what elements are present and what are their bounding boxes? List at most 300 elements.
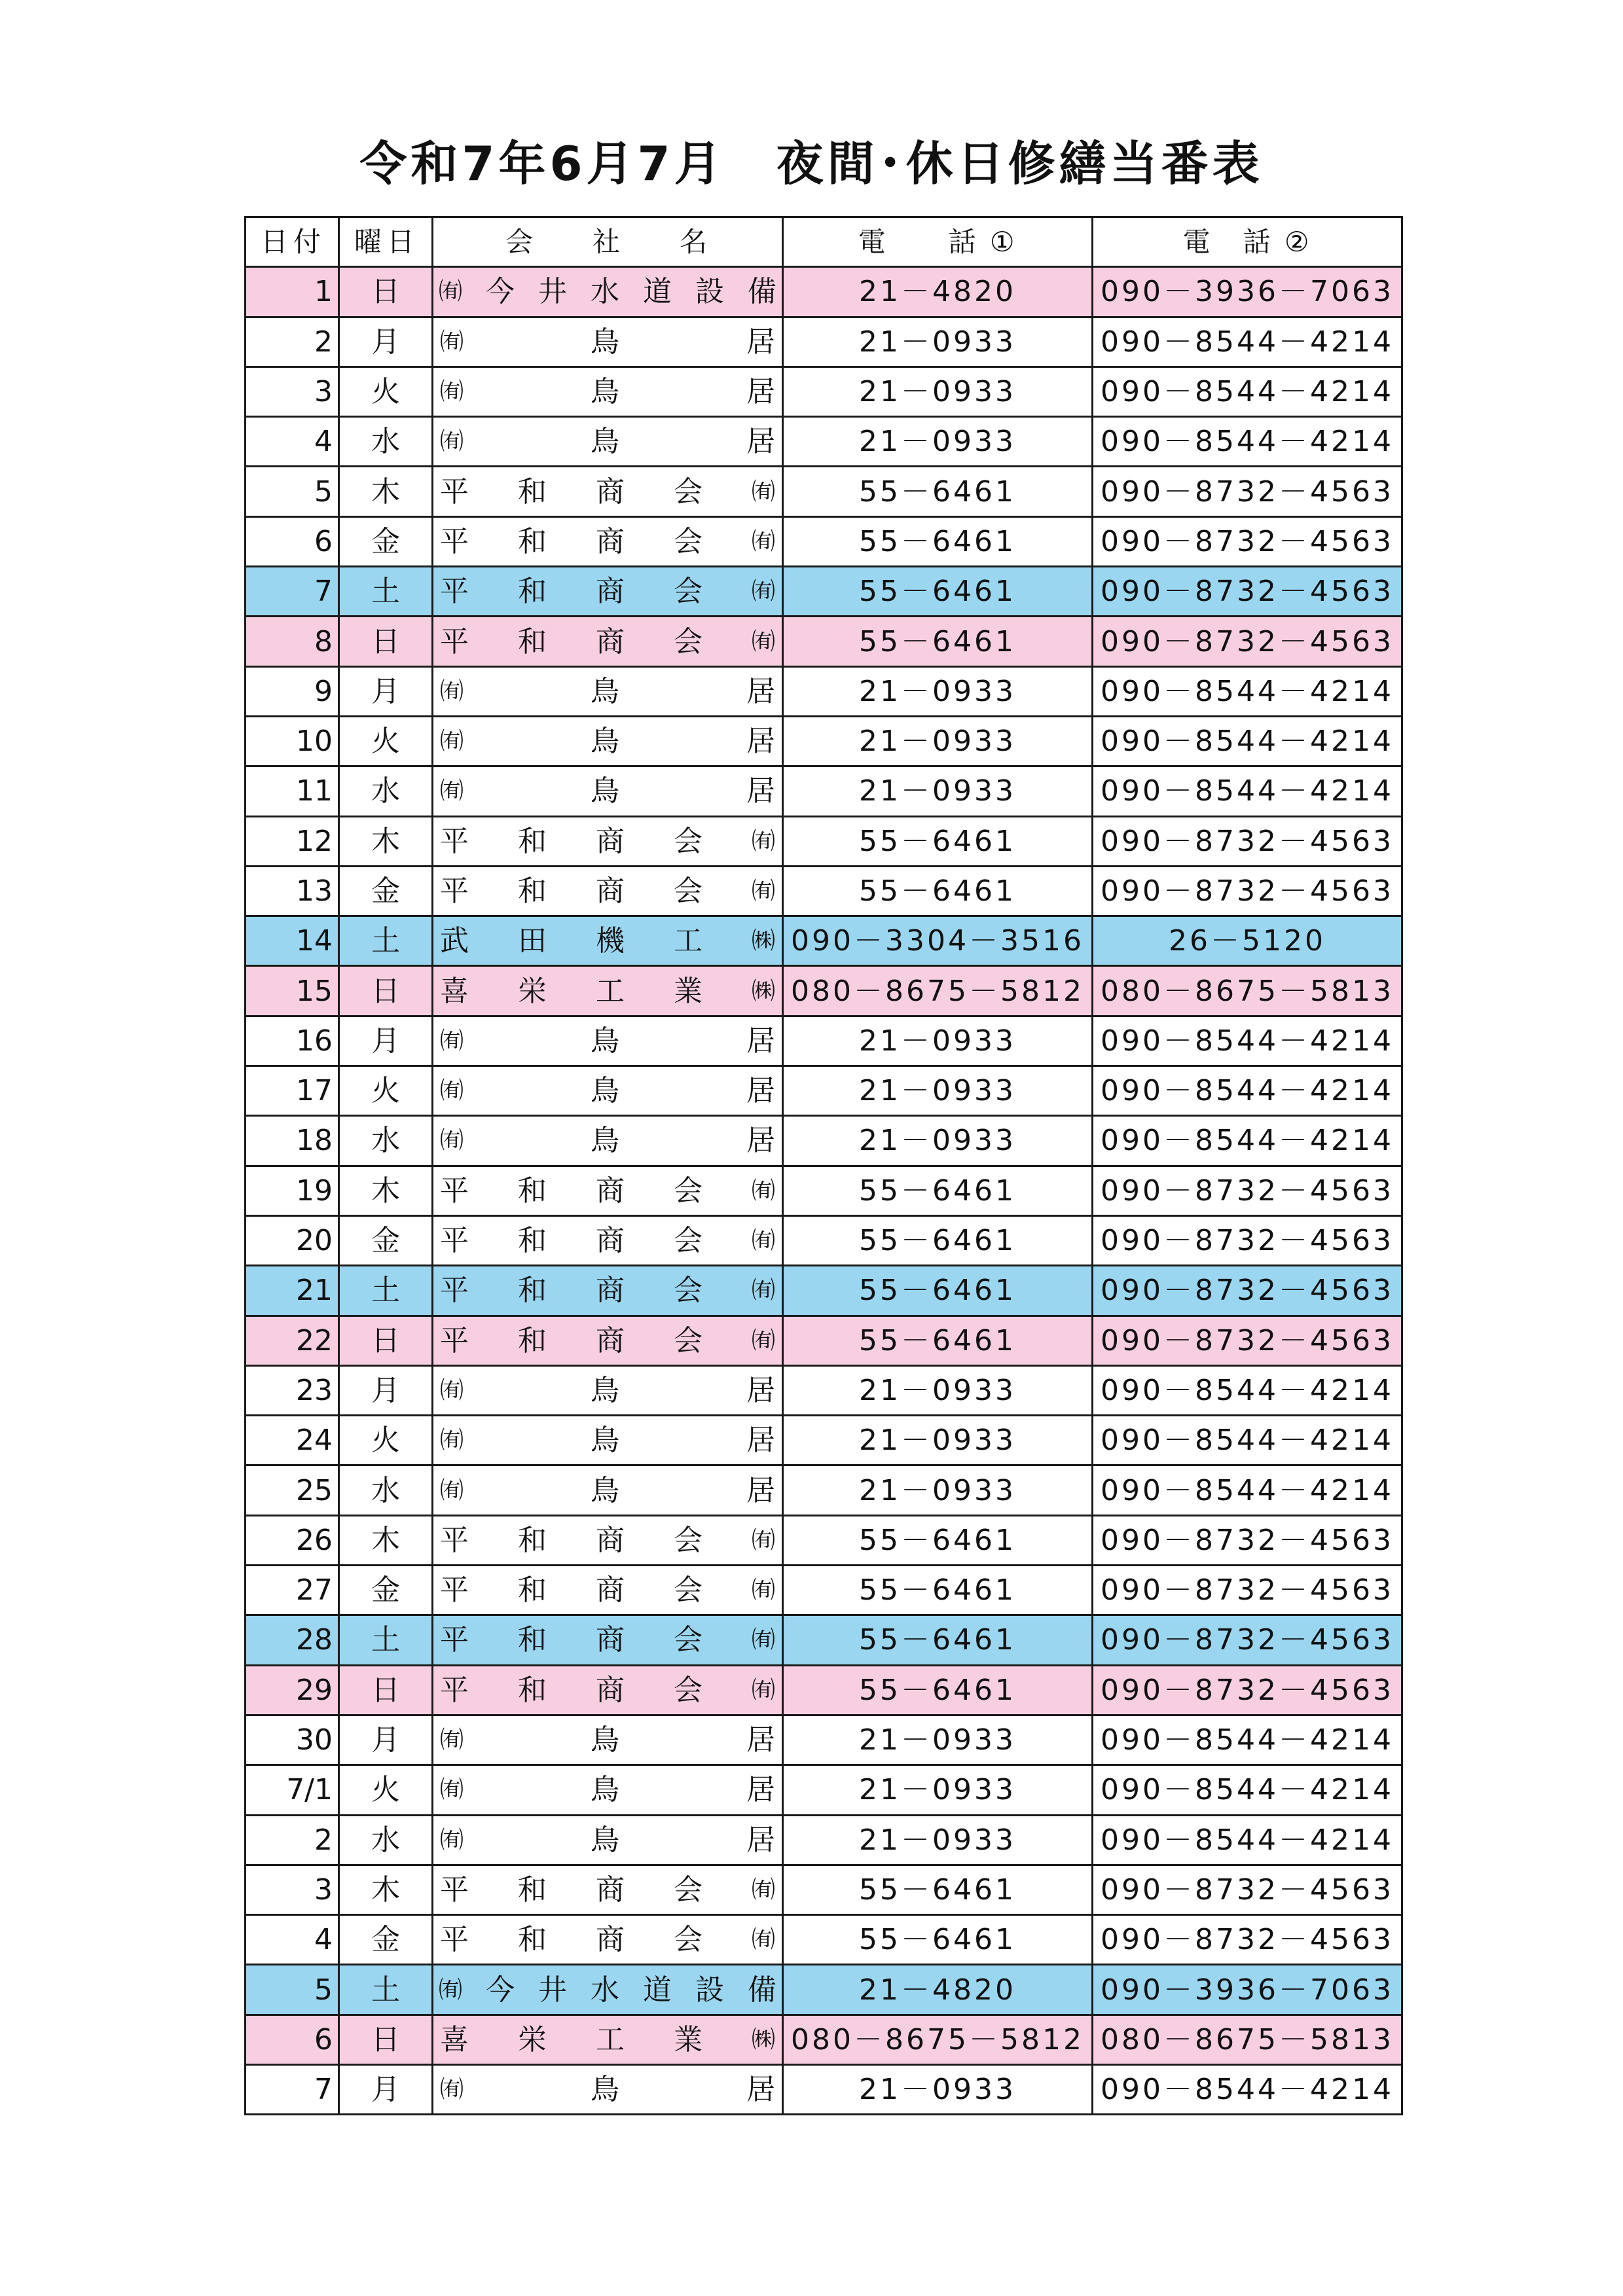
- table-row: [246, 966, 1402, 1016]
- date-cell: 25: [246, 1465, 339, 1515]
- phone1-cell: 21－0933: [783, 1116, 1093, 1166]
- company-name-part: 和: [517, 1274, 547, 1308]
- company-name-cell: [433, 1016, 783, 1066]
- phone2-cell: 090－8732－4563: [1093, 866, 1402, 916]
- company-name-part: ㈲: [751, 1676, 775, 1704]
- weekday-cell: 日: [339, 1316, 433, 1365]
- company-name-cell: [433, 916, 783, 966]
- date-cell: 2: [246, 1815, 339, 1865]
- phone1-cell: 21－4820: [783, 267, 1093, 317]
- header-company-char: 社: [592, 226, 623, 259]
- phone1-cell: 55－6461: [783, 1515, 1093, 1565]
- company-name-part: 商: [595, 1923, 625, 1957]
- header-tel2: 電 話 ②: [1093, 217, 1402, 267]
- company-name-part: 平: [440, 1923, 469, 1957]
- company-name-part: 道: [642, 275, 672, 309]
- phone2-cell: 090－8732－4563: [1093, 516, 1402, 566]
- phone2-cell: 090－8732－4563: [1093, 1615, 1402, 1665]
- company-name-part: 平: [440, 575, 469, 609]
- phone1-cell: 55－6461: [783, 516, 1093, 566]
- company-name-cell: [433, 1665, 783, 1715]
- table-row: [246, 716, 1402, 766]
- phone1-cell: 55－6461: [783, 1215, 1093, 1265]
- date-cell: 7/1: [246, 1765, 339, 1815]
- table-row: [246, 1266, 1402, 1316]
- weekday-cell: 火: [339, 1066, 433, 1116]
- company-name-part: 商: [595, 624, 625, 658]
- company-name-part: 水: [590, 275, 619, 309]
- company-name-cell: [433, 1715, 783, 1765]
- date-cell: 6: [246, 2015, 339, 2064]
- table-row: [246, 1166, 1402, 1215]
- company-name-part: 居: [746, 325, 775, 359]
- company-name-part: 鳥: [590, 1473, 619, 1507]
- company-name-part: 鳥: [590, 425, 619, 459]
- weekday-cell: 月: [339, 2064, 433, 2114]
- weekday-cell: 月: [339, 317, 433, 367]
- company-name-part: 田: [517, 924, 547, 958]
- company-name-part: ㈲: [440, 1127, 464, 1155]
- table-row: [246, 567, 1402, 617]
- phone1-cell: 55－6461: [783, 1665, 1093, 1715]
- company-name-part: 会: [673, 524, 702, 558]
- table-row: [246, 2064, 1402, 2114]
- table-row: [246, 617, 1402, 666]
- company-name-cell: [433, 766, 783, 816]
- company-name-part: ㈲: [751, 528, 775, 555]
- company-name-part: 和: [517, 1873, 547, 1907]
- company-name-part: 和: [517, 624, 547, 658]
- company-name-part: ㈲: [440, 1427, 464, 1454]
- company-name-part: 会: [673, 1573, 702, 1607]
- company-name-part: 今: [486, 1973, 515, 2007]
- weekday-cell: 火: [339, 367, 433, 416]
- company-name-part: 鳥: [590, 725, 619, 759]
- phone2-cell: 090－8544－4214: [1093, 1815, 1402, 1865]
- weekday-cell: 日: [339, 2015, 433, 2064]
- company-name-part: ㈲: [439, 1976, 463, 2003]
- date-cell: 9: [246, 666, 339, 716]
- company-name-cell: [433, 317, 783, 367]
- company-name-part: ㈲: [751, 1177, 775, 1204]
- company-name-part: ㈱: [751, 927, 775, 955]
- header-day-char: 日: [386, 226, 417, 259]
- date-cell: 15: [246, 966, 339, 1016]
- weekday-cell: 土: [339, 1965, 433, 2015]
- company-name-part: 居: [746, 1424, 775, 1458]
- company-name-part: ㈲: [440, 1727, 464, 1754]
- company-name-cell: [433, 417, 783, 467]
- phone2-cell: 090－8544－4214: [1093, 766, 1402, 816]
- phone2-cell: 090－8732－4563: [1093, 1266, 1402, 1316]
- company-name-part: 商: [595, 1873, 625, 1907]
- date-cell: 3: [246, 1865, 339, 1914]
- weekday-cell: 木: [339, 1865, 433, 1914]
- phone1-cell: 21－0933: [783, 1765, 1093, 1815]
- company-name-part: ㈲: [440, 728, 464, 755]
- company-name-part: 業: [673, 2022, 702, 2056]
- phone2-cell: 090－8732－4563: [1093, 617, 1402, 666]
- company-name-part: 商: [595, 824, 625, 858]
- company-name-part: ㈱: [751, 2026, 775, 2053]
- company-name-part: 平: [440, 1873, 469, 1907]
- company-name-part: 業: [673, 974, 702, 1008]
- company-name-part: 和: [517, 1623, 547, 1657]
- phone2-cell: 090－8732－4563: [1093, 1865, 1402, 1914]
- table-row: [246, 2015, 1402, 2064]
- weekday-cell: 月: [339, 1715, 433, 1765]
- company-name-part: 鳥: [590, 1024, 619, 1058]
- date-cell: 16: [246, 1016, 339, 1066]
- phone2-cell: 090－8544－4214: [1093, 1066, 1402, 1116]
- company-name-cell: [433, 666, 783, 716]
- phone2-cell: 090－8544－4214: [1093, 1465, 1402, 1515]
- company-name-part: 居: [746, 1124, 775, 1158]
- weekday-cell: 日: [339, 966, 433, 1016]
- phone1-cell: 21－0933: [783, 417, 1093, 467]
- phone2-cell: 090－3936－7063: [1093, 1965, 1402, 2015]
- date-cell: 4: [246, 417, 339, 467]
- date-cell: 12: [246, 816, 339, 866]
- weekday-cell: 月: [339, 1016, 433, 1066]
- date-cell: 23: [246, 1365, 339, 1415]
- company-name-part: 鳥: [590, 1723, 619, 1757]
- company-name-part: 水: [590, 1973, 619, 2007]
- company-name-cell: [433, 966, 783, 1016]
- phone1-cell: 55－6461: [783, 1316, 1093, 1365]
- company-name-part: ㈱: [751, 977, 775, 1005]
- company-name-part: 平: [440, 1174, 469, 1208]
- phone1-cell: 55－6461: [783, 567, 1093, 617]
- table-row: [246, 1965, 1402, 2015]
- company-name-cell: [433, 866, 783, 916]
- company-name-cell: [433, 1965, 783, 2015]
- company-name-part: 居: [746, 375, 775, 409]
- company-name-part: ㈲: [440, 1027, 464, 1054]
- company-name-part: 機: [595, 924, 625, 958]
- table-row: [246, 467, 1402, 516]
- company-name-cell: [433, 1166, 783, 1215]
- date-cell: 2: [246, 317, 339, 367]
- company-name-part: 工: [673, 924, 702, 958]
- table-header-row: [246, 217, 1402, 267]
- company-name-part: 居: [746, 1024, 775, 1058]
- weekday-cell: 木: [339, 1166, 433, 1215]
- company-name-part: 商: [595, 1224, 625, 1258]
- phone2-cell: 080－8675－5813: [1093, 2015, 1402, 2064]
- company-name-part: 工: [595, 974, 625, 1008]
- company-name-part: 居: [746, 425, 775, 459]
- company-name-part: 鳥: [590, 774, 619, 808]
- date-cell: 26: [246, 1515, 339, 1565]
- table-body: [246, 267, 1402, 2115]
- phone2-cell: 090－8732－4563: [1093, 1215, 1402, 1265]
- company-name-cell: [433, 1865, 783, 1914]
- company-name-part: 居: [746, 2073, 775, 2107]
- phone1-cell: 21－0933: [783, 1365, 1093, 1415]
- company-name-part: ㈲: [751, 1577, 775, 1604]
- weekday-cell: 木: [339, 467, 433, 516]
- weekday-cell: 月: [339, 1365, 433, 1415]
- table-row: [246, 1316, 1402, 1365]
- company-name-part: ㈲: [751, 1227, 775, 1255]
- weekday-cell: 木: [339, 1515, 433, 1565]
- company-name-part: 栄: [517, 2022, 547, 2056]
- company-name-part: 会: [673, 624, 702, 658]
- table-row: [246, 1465, 1402, 1515]
- table-row: [246, 1515, 1402, 1565]
- phone1-cell: 21－4820: [783, 1965, 1093, 2015]
- company-name-part: 和: [517, 524, 547, 558]
- header-day-char: 曜: [354, 226, 385, 259]
- company-name-part: 喜: [440, 2022, 469, 2056]
- phone2-cell: 090－8732－4563: [1093, 1566, 1402, 1615]
- table-row: [246, 367, 1402, 416]
- company-name-part: 鳥: [590, 1124, 619, 1158]
- table-row: [246, 267, 1402, 317]
- date-cell: 19: [246, 1166, 339, 1215]
- phone2-cell: 090－8544－4214: [1093, 1116, 1402, 1166]
- company-name-cell: [433, 2015, 783, 2064]
- company-name-part: 商: [595, 575, 625, 609]
- company-name-part: 会: [673, 1923, 702, 1957]
- table-row: [246, 1215, 1402, 1265]
- company-name-part: 和: [517, 1323, 547, 1357]
- table-row: [246, 1566, 1402, 1615]
- phone1-cell: 090－3304－3516: [783, 916, 1093, 966]
- company-name-cell: [433, 1765, 783, 1815]
- weekday-cell: 水: [339, 417, 433, 467]
- phone2-cell: 090－8732－4563: [1093, 567, 1402, 617]
- weekday-cell: 日: [339, 267, 433, 317]
- table-row: [246, 766, 1402, 816]
- company-name-part: 会: [673, 1873, 702, 1907]
- company-name-part: ㈲: [751, 628, 775, 655]
- date-cell: 14: [246, 916, 339, 966]
- company-name-cell: [433, 1066, 783, 1116]
- date-cell: 30: [246, 1715, 339, 1765]
- company-name-cell: [433, 1615, 783, 1665]
- company-name-part: 平: [440, 874, 469, 908]
- header-tel1: 電 話 ①: [783, 217, 1093, 267]
- table-row: [246, 1066, 1402, 1116]
- table-row: [246, 866, 1402, 916]
- company-name-part: ㈲: [440, 1376, 464, 1404]
- weekday-cell: 木: [339, 816, 433, 866]
- company-name-part: 今: [486, 275, 515, 309]
- company-name-cell: [433, 267, 783, 317]
- table-row: [246, 1715, 1402, 1765]
- phone2-cell: 090－8544－4214: [1093, 1365, 1402, 1415]
- weekday-cell: 火: [339, 716, 433, 766]
- table-row: [246, 1016, 1402, 1066]
- header-date-char: 日: [261, 226, 291, 259]
- table-row: [246, 1365, 1402, 1415]
- weekday-cell: 金: [339, 1566, 433, 1615]
- company-name-part: 会: [673, 1623, 702, 1657]
- company-name-part: ㈲: [751, 1926, 775, 1954]
- phone2-cell: 090－8732－4563: [1093, 1316, 1402, 1365]
- company-name-part: 居: [746, 674, 775, 708]
- date-cell: 29: [246, 1665, 339, 1715]
- date-cell: 21: [246, 1266, 339, 1316]
- phone2-cell: 090－8544－4214: [1093, 367, 1402, 416]
- phone1-cell: 55－6461: [783, 1566, 1093, 1615]
- company-name-part: 和: [517, 1224, 547, 1258]
- date-cell: 28: [246, 1615, 339, 1665]
- company-name-part: 和: [517, 575, 547, 609]
- table-row: [246, 816, 1402, 866]
- company-name-part: 商: [595, 1274, 625, 1308]
- company-name-part: 鳥: [590, 2073, 619, 2107]
- company-name-part: 平: [440, 475, 469, 509]
- weekday-cell: 土: [339, 1266, 433, 1316]
- phone2-cell: 090－8544－4214: [1093, 716, 1402, 766]
- company-name-part: 居: [746, 1723, 775, 1757]
- phone2-cell: 090－8732－4563: [1093, 816, 1402, 866]
- company-name-part: 居: [746, 1773, 775, 1807]
- company-name-part: ㈲: [751, 578, 775, 605]
- phone1-cell: 21－0933: [783, 1016, 1093, 1066]
- company-name-cell: [433, 1316, 783, 1365]
- phone2-cell: 090－8544－4214: [1093, 1765, 1402, 1815]
- company-name-part: ㈲: [440, 2076, 464, 2104]
- company-name-part: 平: [440, 1623, 469, 1657]
- company-name-part: ㈲: [751, 1626, 775, 1654]
- date-cell: 8: [246, 617, 339, 666]
- company-name-part: 鳥: [590, 1424, 619, 1458]
- company-name-part: 商: [595, 1673, 625, 1707]
- date-cell: 6: [246, 516, 339, 566]
- company-name-part: 喜: [440, 974, 469, 1008]
- phone2-cell: 080－8675－5813: [1093, 966, 1402, 1016]
- date-cell: 22: [246, 1316, 339, 1365]
- company-name-cell: [433, 367, 783, 416]
- table-row: [246, 1915, 1402, 1965]
- date-cell: 3: [246, 367, 339, 416]
- date-cell: 10: [246, 716, 339, 766]
- company-name-part: 和: [517, 824, 547, 858]
- table-row: [246, 417, 1402, 467]
- weekday-cell: 火: [339, 1416, 433, 1465]
- table-row: [246, 666, 1402, 716]
- company-name-cell: [433, 1116, 783, 1166]
- company-name-part: 備: [747, 275, 776, 309]
- company-name-part: ㈲: [751, 1327, 775, 1354]
- company-name-part: 居: [746, 1373, 775, 1407]
- company-name-part: ㈲: [751, 478, 775, 505]
- phone1-cell: 55－6461: [783, 866, 1093, 916]
- date-cell: 27: [246, 1566, 339, 1615]
- table-row: [246, 916, 1402, 966]
- company-name-part: 会: [673, 1523, 702, 1557]
- table-row: [246, 1865, 1402, 1914]
- company-name-part: 居: [746, 1074, 775, 1108]
- phone1-cell: 080－8675－5812: [783, 966, 1093, 1016]
- weekday-cell: 水: [339, 1116, 433, 1166]
- phone1-cell: 080－8675－5812: [783, 2015, 1093, 2064]
- company-name-cell: [433, 1215, 783, 1265]
- phone2-cell: 090－8732－4563: [1093, 1166, 1402, 1215]
- phone2-cell: 090－8544－4214: [1093, 1715, 1402, 1765]
- company-name-part: 平: [440, 824, 469, 858]
- date-cell: 7: [246, 567, 339, 617]
- company-name-part: ㈲: [751, 1277, 775, 1304]
- company-name-part: ㈲: [440, 428, 464, 456]
- company-name-part: 鳥: [590, 1823, 619, 1857]
- phone2-cell: 090－8544－4214: [1093, 317, 1402, 367]
- company-name-part: 和: [517, 475, 547, 509]
- weekday-cell: 火: [339, 1765, 433, 1815]
- phone2-cell: 090－8544－4214: [1093, 417, 1402, 467]
- company-name-part: 商: [595, 874, 625, 908]
- company-name-part: 栄: [517, 974, 547, 1008]
- company-name-part: 和: [517, 1923, 547, 1957]
- company-name-part: 平: [440, 1323, 469, 1357]
- company-name-cell: [433, 516, 783, 566]
- phone1-cell: 21－0933: [783, 1465, 1093, 1515]
- company-name-cell: [433, 1815, 783, 1865]
- company-name-part: 居: [746, 725, 775, 759]
- company-name-part: ㈲: [440, 1826, 464, 1854]
- company-name-part: 鳥: [590, 325, 619, 359]
- company-name-part: ㈲: [440, 1477, 464, 1504]
- company-name-part: 会: [673, 1224, 702, 1258]
- page-title: 令和7年6月7月 夜間･休日修繕当番表: [359, 136, 1264, 191]
- date-cell: 18: [246, 1116, 339, 1166]
- company-name-part: ㈲: [440, 1077, 464, 1105]
- phone2-cell: 090－8732－4563: [1093, 467, 1402, 516]
- table-row: [246, 1416, 1402, 1465]
- company-name-part: 平: [440, 1274, 469, 1308]
- company-name-part: 商: [595, 1623, 625, 1657]
- company-name-part: 平: [440, 1523, 469, 1557]
- company-name-part: 商: [595, 475, 625, 509]
- phone2-cell: 090－8732－4563: [1093, 1665, 1402, 1715]
- company-name-cell: [433, 467, 783, 516]
- company-name-part: ㈲: [440, 328, 464, 355]
- phone1-cell: 21－0933: [783, 666, 1093, 716]
- company-name-part: ㈲: [751, 1876, 775, 1903]
- company-name-cell: [433, 1416, 783, 1465]
- weekday-cell: 土: [339, 1615, 433, 1665]
- company-name-cell: [433, 1266, 783, 1316]
- company-name-part: ㈲: [751, 1526, 775, 1554]
- company-name-part: 会: [673, 824, 702, 858]
- phone1-cell: 55－6461: [783, 1266, 1093, 1316]
- company-name-part: 居: [746, 1823, 775, 1857]
- table-row: [246, 1615, 1402, 1665]
- phone1-cell: 55－6461: [783, 467, 1093, 516]
- company-name-part: 会: [673, 575, 702, 609]
- date-cell: 20: [246, 1215, 339, 1265]
- phone2-cell: 090－3936－7063: [1093, 267, 1402, 317]
- phone2-cell: 090－8544－4214: [1093, 2064, 1402, 2114]
- company-name-cell: [433, 1566, 783, 1615]
- company-name-part: 商: [595, 1523, 625, 1557]
- phone1-cell: 21－0933: [783, 1815, 1093, 1865]
- phone1-cell: 21－0933: [783, 1715, 1093, 1765]
- phone2-cell: 090－8732－4563: [1093, 1515, 1402, 1565]
- company-name-part: 会: [673, 874, 702, 908]
- company-name-part: 商: [595, 1323, 625, 1357]
- weekday-cell: 月: [339, 666, 433, 716]
- company-name-part: 平: [440, 524, 469, 558]
- weekday-cell: 水: [339, 1815, 433, 1865]
- company-name-part: 平: [440, 1673, 469, 1707]
- company-name-part: 平: [440, 624, 469, 658]
- company-name-part: 備: [747, 1973, 776, 2007]
